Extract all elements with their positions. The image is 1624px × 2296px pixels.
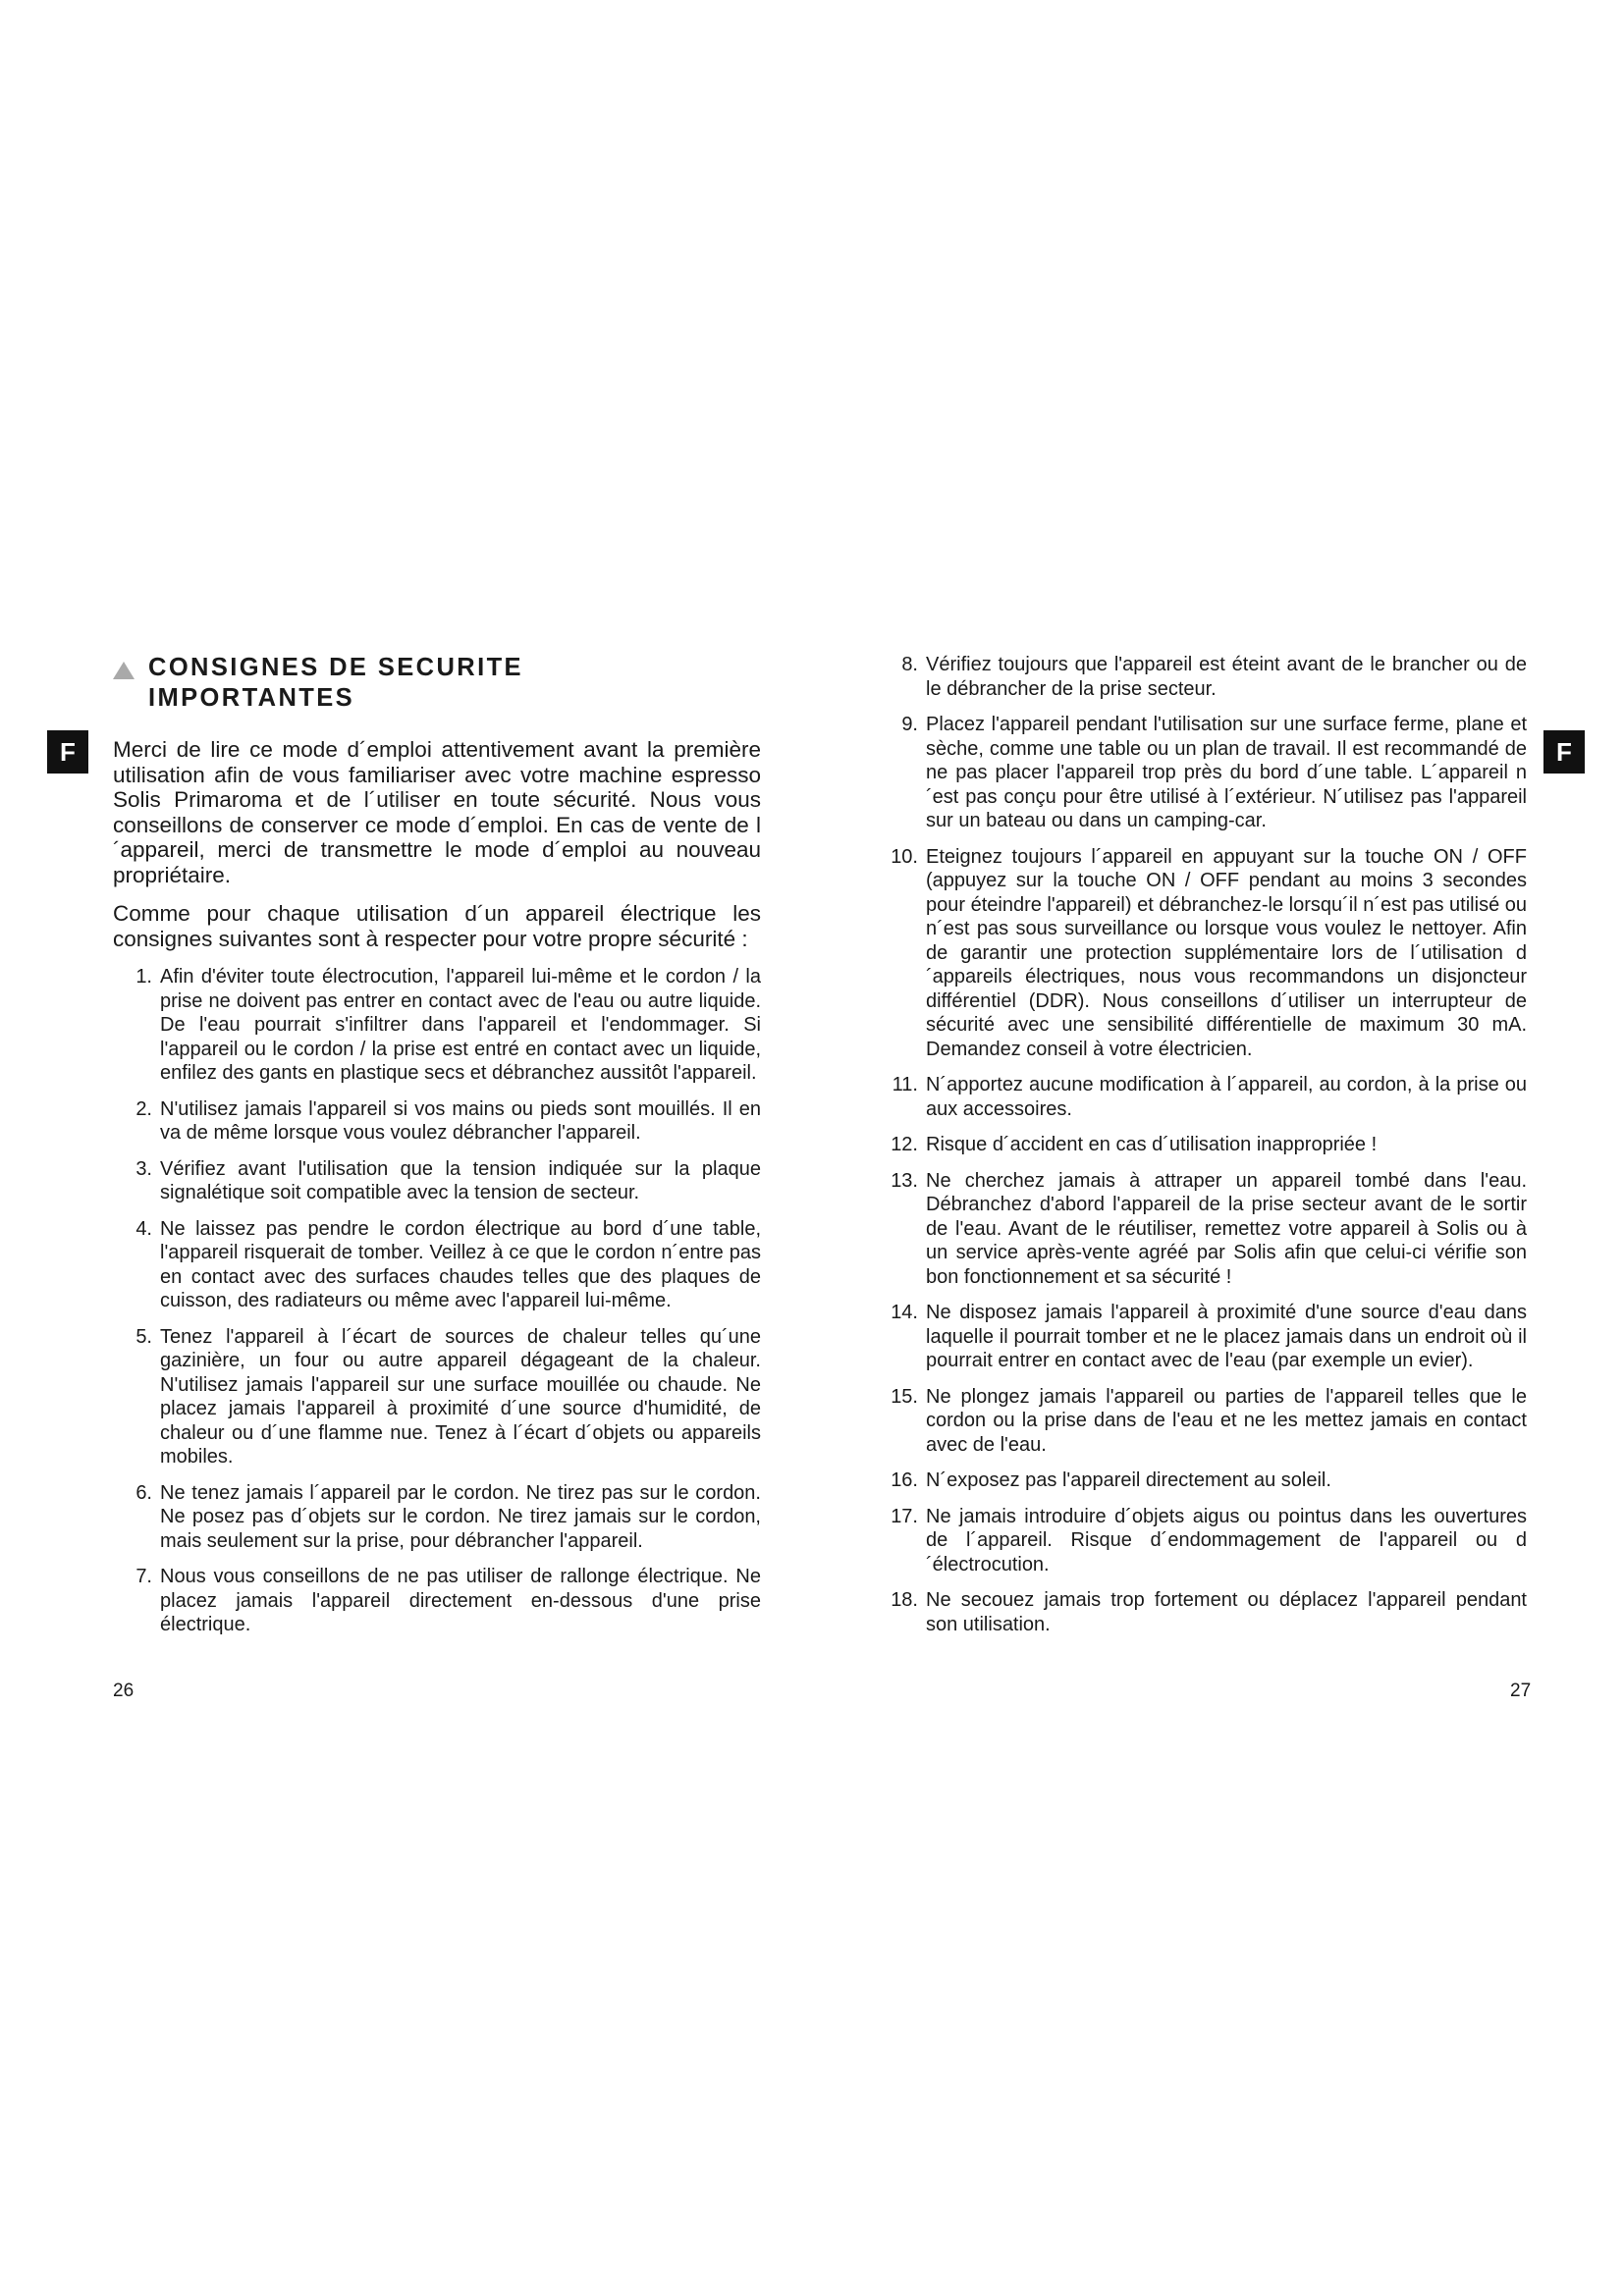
page-number-right: 27 [1510, 1681, 1532, 1701]
item-number: 8. [901, 654, 918, 675]
list-item [113, 1481, 761, 1554]
safety-list-left [113, 965, 761, 1637]
item-number: 3. [135, 1157, 152, 1180]
heading-text [148, 653, 523, 714]
item-number: 13. [891, 1169, 918, 1192]
item-text: Vérifiez avant l'utilisation que la tension indiquée sur la plaque signalétique soit compatible avec la tension de secteur. [160, 1157, 761, 1203]
item-text: Ne secouez jamais trop fortement ou déplacez l'appareil pendant son utilisation. [926, 1589, 1527, 1635]
list-item [879, 713, 1527, 833]
item-text: Ne disposez jamais l'appareil à proximité d'une source d'eau dans laquelle il pourrait tomber et ne le placez jamais dans un endroit où il pourrait entrer en contact avec de l'eau (par exemple un evier). [926, 1302, 1527, 1371]
safety-list-right [879, 653, 1527, 1636]
item-text: N´exposez pas l'appareil directement au soleil. [926, 1469, 1331, 1491]
item-number: 15. [891, 1385, 918, 1408]
item-text: Ne cherchez jamais à attraper un appareil tombé dans l'eau. Débranchez d'abord l'appareil de la prise secteur avant de le sortir de l'eau. Avant de le réutiliser, remettez votre appareil à Solis ou à un service après-vente agréé par Solis afin que celui-ci vérifie son bon fonctionnement et sa sécurité ! [926, 1169, 1527, 1288]
item-text: Ne plongez jamais l'appareil ou parties de l'appareil telles que le cordon ou la prise dans de l'eau et ne les mettez jamais en contact avec de l'eau. [926, 1385, 1527, 1456]
item-number: 11. [892, 1074, 918, 1095]
item-number: 7. [135, 1566, 152, 1587]
list-item [879, 1073, 1527, 1121]
intro-paragraph-1: Merci de lire ce mode d´emploi attentivement avant la première utilisation afin de vous familiariser avec votre machine espresso Solis Primaroma et de l´utiliser en toute sécurité. Nous vous conseillons de conserver ce mode d´emploi. En cas de vente de l´appareil, merci de transmettre le mode d´emploi au nouveau propriétaire. [113, 737, 761, 887]
item-number: 2. [135, 1097, 152, 1120]
item-text: N´apportez aucune modification à l´appareil, au cordon, à la prise ou aux accessoires. [926, 1074, 1527, 1120]
item-number: 17. [891, 1505, 918, 1527]
list-item [879, 1468, 1527, 1493]
heading-line-1: CONSIGNES DE SECURITE [148, 654, 523, 681]
item-text: Eteignez toujours l´appareil en appuyant sur la touche ON / OFF (appuyez sur la touche ON / OFF pendant au moins 3 secondes pour éteindre l'appareil) et débranchez-le lorsqu´il n´est pas utilisé ou n´est pas sous surveillance ou lorsque vous voulez le nettoyer. Afin de garantir une protection supplémentaire lors de l´utilisation d´appareils électriques, nous vous recommandons un disjoncteur différentiel (DDR). Nous conseillons d´utiliser un interrupteur de sécurité avec une sensibilité différentielle de maximum 30 mA. Demandez conseil à votre électricien. [926, 845, 1527, 1060]
item-text: Ne laissez pas pendre le cordon électrique au bord d´une table, l'appareil risquerait de tomber. Veillez à ce que le cordon n´entre pas en contact avec des surfaces chaudes telles que des plaques de cuisson, des radiateurs ou même avec l'appareil lui-même. [160, 1217, 761, 1311]
item-number: 9. [901, 714, 918, 735]
intro-paragraph-2: Comme pour chaque utilisation d´un appareil électrique les consignes suivantes sont à respecter pour votre propre sécurité : [113, 901, 761, 951]
item-text: Ne jamais introduire d´objets aigus ou pointus dans les ouvertures de l´appareil. Risque d´endommagement de l'appareil ou d´électrocution. [926, 1505, 1527, 1575]
list-item [113, 1097, 761, 1146]
item-text: Nous vous conseillons de ne pas utiliser de rallonge électrique. Ne placez jamais l'appareil directement en-dessous d'une prise électrique. [160, 1566, 761, 1635]
right-page-column [879, 653, 1527, 1648]
item-number: 1. [135, 966, 152, 988]
section-heading [113, 653, 761, 714]
item-number: 18. [891, 1589, 918, 1611]
item-text: Afin d'éviter toute électrocution, l'appareil lui-même et le cordon / la prise ne doivent pas entrer en contact avec de l'eau ou autre liquide. De l'eau pourrait s'infiltrer dans l'appareil et l'endommager. Si l'appareil ou le cordon / la prise est entré en contact avec un liquide, enfilez des gants en plastique secs et débranchez aussitôt l'appareil. [160, 966, 761, 1084]
item-text: Risque d´accident en cas d´utilisation inappropriée ! [926, 1134, 1378, 1155]
language-tab-right: F [1543, 730, 1585, 774]
language-tab-left: F [47, 730, 88, 774]
item-number: 10. [891, 845, 918, 868]
left-page-column [113, 653, 761, 1649]
item-number: 5. [135, 1325, 152, 1348]
list-item [879, 1385, 1527, 1458]
page-number-left: 26 [113, 1681, 135, 1701]
item-text: N'utilisez jamais l'appareil si vos mains ou pieds sont mouillés. Il en va de même lorsque vous voulez débrancher l'appareil. [160, 1097, 761, 1144]
heading-line-2: IMPORTANTES [148, 684, 355, 712]
item-number: 12. [891, 1134, 918, 1155]
list-item [113, 1565, 761, 1637]
list-item [113, 1217, 761, 1313]
item-number: 16. [891, 1469, 918, 1491]
list-item [113, 1157, 761, 1205]
item-text: Ne tenez jamais l´appareil par le cordon. Ne tirez pas sur le cordon. Ne posez pas d´objets sur le cordon. Ne tirez jamais sur le cordon, mais seulement sur la prise, pour débrancher l'appareil. [160, 1481, 761, 1552]
item-text: Tenez l'appareil à l´écart de sources de chaleur telles qu´une gazinière, un four ou autre appareil dégageant de la chaleur. N'utilisez jamais l'appareil sur une surface mouillée ou chaude. Ne placez jamais l'appareil à proximité d´une source d'humidité, de chaleur ou d´une flamme nue. Tenez à l´écart d´objets ou appareils mobiles. [160, 1325, 761, 1468]
list-item [879, 653, 1527, 701]
item-number: 6. [135, 1481, 152, 1504]
list-item [879, 845, 1527, 1062]
warning-triangle-icon [113, 662, 135, 679]
list-item [879, 1301, 1527, 1373]
list-item [113, 1325, 761, 1469]
item-text: Vérifiez toujours que l'appareil est éteint avant de le brancher ou de le débrancher de la prise secteur. [926, 654, 1527, 700]
list-item [879, 1505, 1527, 1577]
list-item [879, 1169, 1527, 1290]
list-item [879, 1133, 1527, 1157]
list-item [113, 965, 761, 1086]
item-number: 14. [891, 1302, 918, 1323]
list-item [879, 1588, 1527, 1636]
item-text: Placez l'appareil pendant l'utilisation sur une surface ferme, plane et sèche, comme une table ou un plan de travail. Il est recommandé de ne pas placer l'appareil trop près du bord d´une table. L´appareil n´est pas conçu pour être utilisé à l´extérieur. N´utilisez pas l'appareil sur un bateau ou dans un camping-car. [926, 714, 1527, 831]
item-number: 4. [135, 1217, 152, 1240]
